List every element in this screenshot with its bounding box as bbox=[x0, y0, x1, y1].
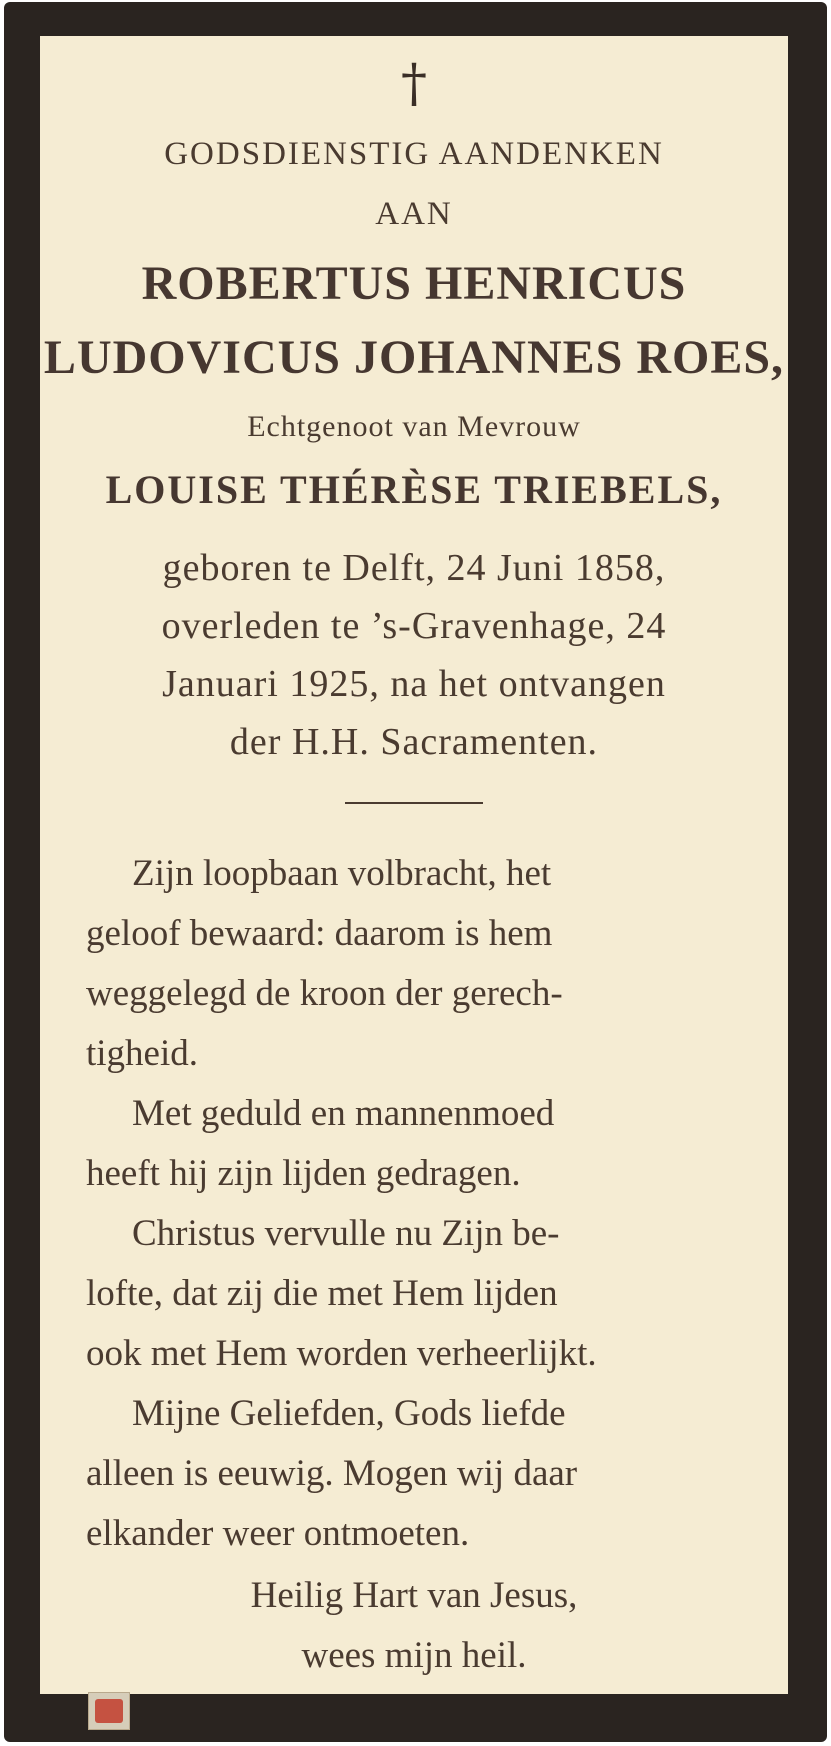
verse-line: Christus vervulle nu Zijn be- bbox=[132, 1213, 560, 1254]
deceased-name-line2: LUDOVICUS JOHANNES ROES, bbox=[43, 331, 785, 384]
deceased-name-line1: ROBERTUS HENRICUS bbox=[141, 257, 687, 310]
bio-line: Januari 1925, na het ontvangen bbox=[162, 663, 666, 705]
heading-line1: GODSDIENSTIG AANDENKEN bbox=[164, 136, 664, 172]
verse-line: heeft hij zijn lijden gedragen. bbox=[86, 1153, 521, 1194]
cross-icon: † bbox=[401, 54, 427, 114]
closing-line1: Heilig Hart van Jesus, bbox=[250, 1575, 578, 1616]
bio-line: overleden te ’s-Gravenhage, 24 bbox=[161, 605, 667, 647]
card-paper bbox=[40, 36, 788, 1694]
verse-line: tigheid. bbox=[86, 1033, 199, 1074]
heading-line2: AAN bbox=[375, 196, 453, 232]
divider-rule bbox=[345, 802, 483, 804]
verse-line: elkander weer ontmoeten. bbox=[86, 1513, 470, 1554]
verse-line: Mijne Geliefden, Gods liefde bbox=[132, 1393, 566, 1434]
verse-line: Zijn loopbaan volbracht, het bbox=[132, 853, 552, 894]
corner-stamp-icon bbox=[88, 1692, 130, 1730]
spouse-intro: Echtgenoot van Mevrouw bbox=[247, 410, 581, 443]
closing-line2: wees mijn heil. bbox=[301, 1635, 527, 1676]
bio-line: der H.H. Sacramenten. bbox=[229, 721, 599, 763]
verse-line: weggelegd de kroon der gerech- bbox=[86, 973, 563, 1014]
verse-line: alleen is eeuwig. Mogen wij daar bbox=[86, 1453, 578, 1494]
bio-line: geboren te Delft, 24 Juni 1858, bbox=[162, 547, 666, 589]
spouse-name: LOUISE THÉRÈSE TRIEBELS, bbox=[105, 467, 723, 512]
memorial-card bbox=[4, 2, 827, 1742]
verse-line: Met geduld en mannenmoed bbox=[132, 1093, 555, 1134]
verse-line: geloof bewaard: daarom is hem bbox=[86, 913, 553, 954]
verse-line: ook met Hem worden verheerlijkt. bbox=[86, 1333, 597, 1374]
verse-line: lofte, dat zij die met Hem lijden bbox=[86, 1273, 558, 1314]
